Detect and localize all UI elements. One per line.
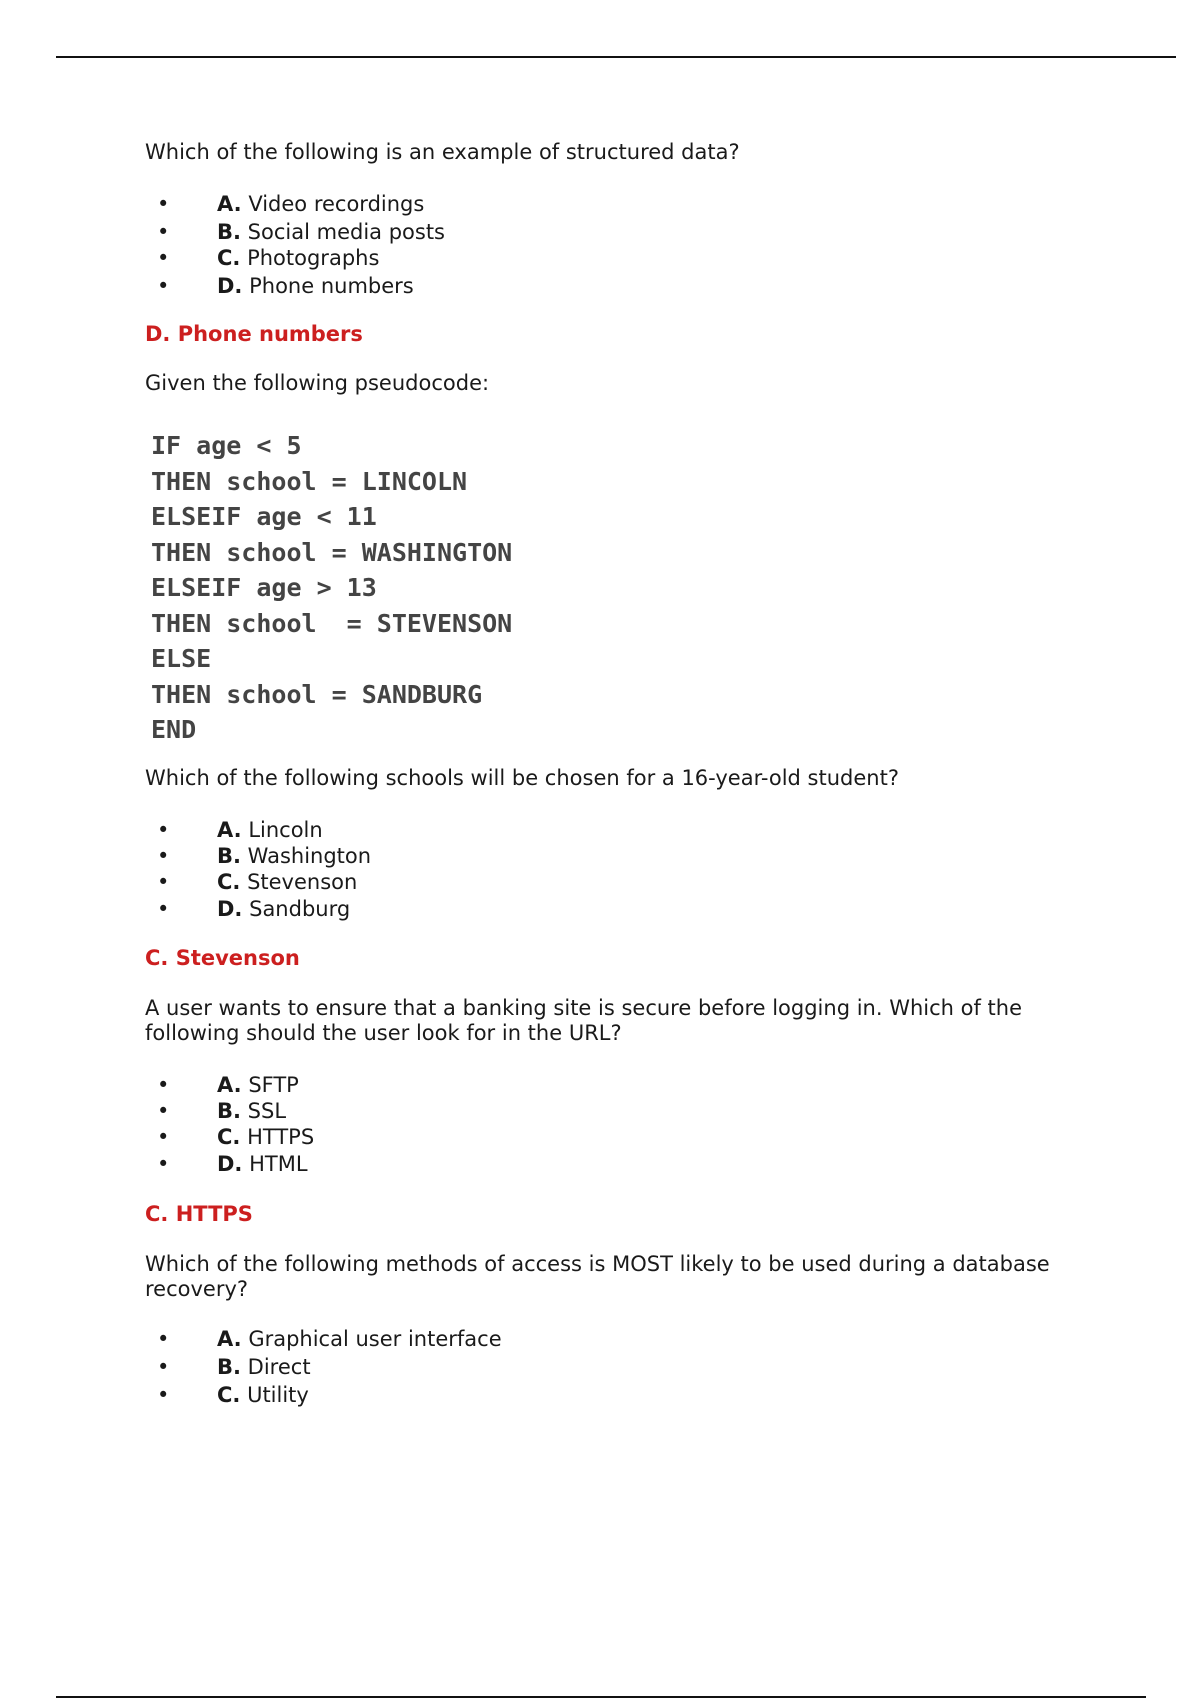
question-3-options	[145, 1072, 1105, 1177]
option-item: • D. Sandburg	[157, 896, 351, 921]
bullet-icon: •	[157, 1326, 170, 1351]
question-1-options	[145, 191, 1105, 299]
option-item: • B. Social media posts	[157, 220, 445, 244]
option-item: • A. SFTP	[157, 1072, 299, 1097]
question-2-intro: Given the following pseudocode:	[145, 371, 490, 395]
option-item: • B. Direct	[157, 1354, 311, 1379]
top-rule	[56, 56, 1176, 58]
answer-1: D. Phone numbers	[145, 322, 363, 346]
option-item: • B. SSL	[157, 1098, 287, 1123]
code-line: ELSEIF age > 13	[151, 573, 377, 602]
code-line: THEN school = STEVENSON	[151, 608, 513, 638]
question-3-text: A user wants to ensure that a banking site is secure before logging in. Which of the following should the user look for in the URL?	[145, 995, 1023, 1045]
answer-3: C. HTTPS	[145, 1201, 253, 1226]
bullet-icon: •	[157, 192, 170, 216]
bullet-icon: •	[157, 220, 170, 244]
bullet-icon: •	[157, 817, 170, 842]
code-line: THEN school = LINCOLN	[151, 466, 468, 496]
option-item: • A. Graphical user interface	[157, 1326, 502, 1351]
question-2-options	[145, 817, 1105, 922]
bullet-icon: •	[157, 1354, 170, 1379]
bullet-icon: •	[157, 869, 170, 894]
option-item: • C. HTTPS	[157, 1124, 315, 1149]
page-content	[145, 140, 1105, 1410]
bullet-icon: •	[157, 1124, 170, 1149]
question-4-text: Which of the following methods of access is MOST likely to be used during a database recovery?	[145, 1251, 1050, 1301]
bullet-icon: •	[157, 1382, 170, 1407]
code-line: ELSE	[151, 644, 212, 673]
code-line: END	[151, 715, 197, 744]
option-item: • D. Phone numbers	[157, 274, 414, 298]
bullet-icon: •	[157, 1151, 170, 1176]
bullet-icon: •	[157, 1098, 170, 1123]
option-item: • C. Utility	[157, 1382, 309, 1407]
bullet-icon: •	[157, 896, 170, 921]
code-line: THEN school = WASHINGTON	[151, 537, 513, 567]
answer-2: C. Stevenson	[145, 945, 300, 970]
option-item: • C. Stevenson	[157, 869, 358, 894]
option-item: • A. Video recordings	[157, 192, 425, 216]
question-1-text: Which of the following is an example of structured data?	[145, 140, 740, 164]
option-item: • B. Washington	[157, 843, 372, 868]
bottom-rule	[56, 1696, 1146, 1698]
bullet-icon: •	[157, 246, 170, 270]
question-2-text: Which of the following schools will be chosen for a 16-year-old student?	[145, 765, 899, 790]
bullet-icon: •	[157, 843, 170, 868]
question-4-options	[145, 1326, 1105, 1410]
option-item: • D. HTML	[157, 1151, 308, 1176]
option-item: • A. Lincoln	[157, 817, 323, 842]
bullet-icon: •	[157, 1072, 170, 1097]
code-line: ELSEIF age < 11	[151, 502, 377, 531]
code-line: THEN school = SANDBURG	[151, 679, 483, 709]
pseudocode-block	[145, 428, 1105, 748]
code-line: IF age < 5	[151, 431, 302, 460]
bullet-icon: •	[157, 274, 170, 298]
option-item: • C. Photographs	[157, 246, 380, 270]
